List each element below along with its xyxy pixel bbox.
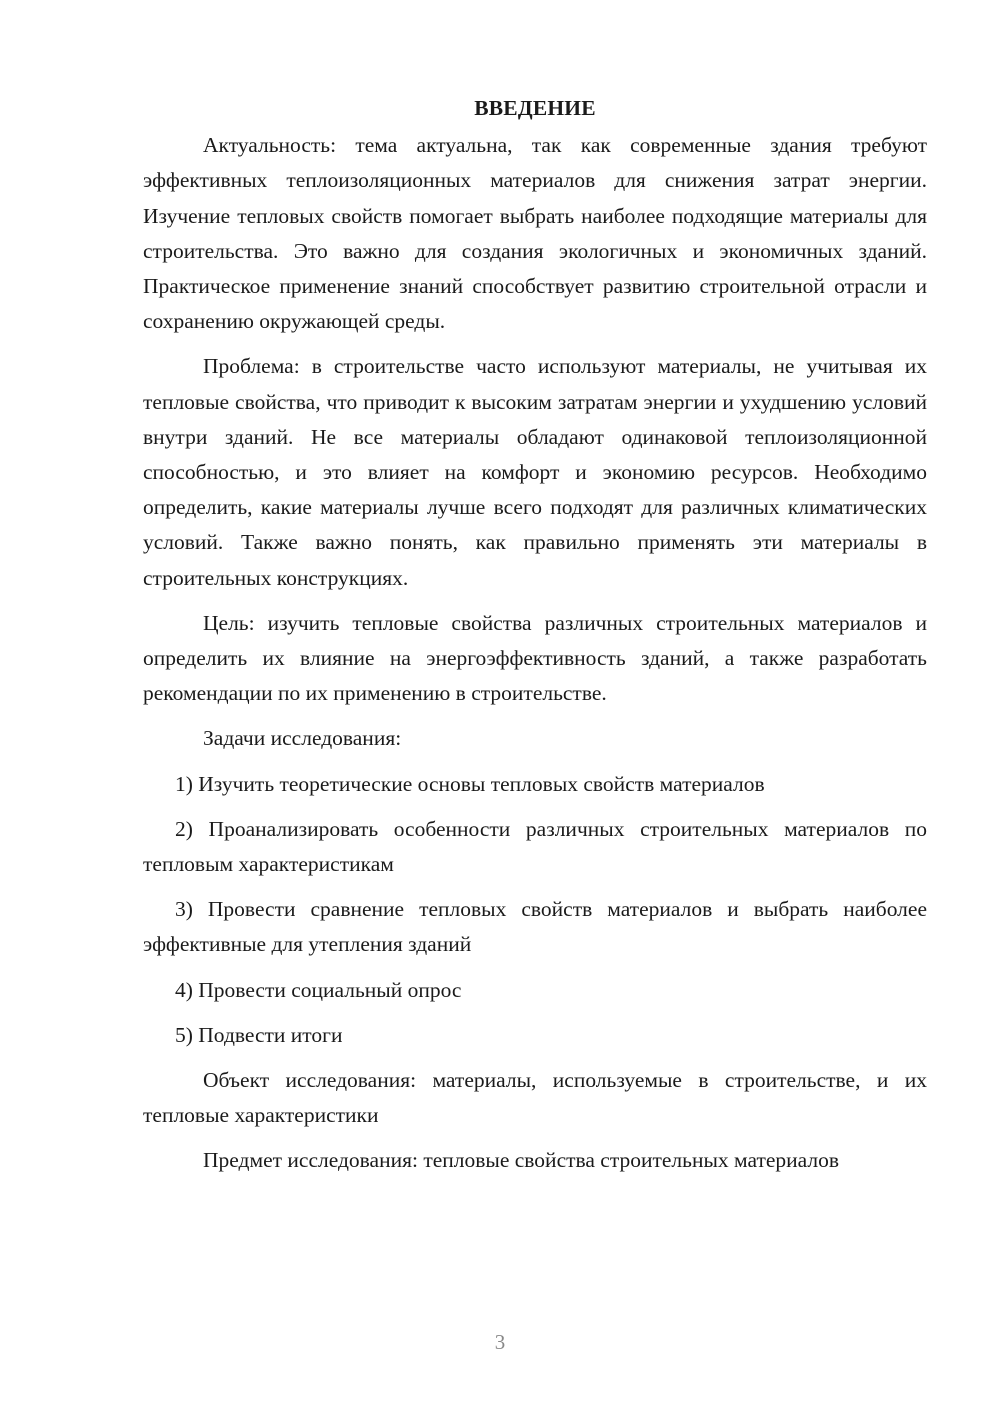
relevance-paragraph: Актуальность: тема актуальна, так как современные здания требуют эффективных теплоизоляционных материалов для снижения затрат энергии. Изучение тепловых свойств помогает выбрать наиболее подходящие материалы для строительства. Это важно для создания экологичных и экономичных зданий. Практическое применение знаний способствует развитию строительной отрасли и сохранению окружающей среды. — [143, 133, 927, 334]
goal-paragraph: Цель: изучить тепловые свойства различных строительных материалов и определить их влияние на энергоэффективность зданий, а также разработать рекомендации по их применению в строительстве. — [143, 610, 927, 706]
task-item: 2) Проанализировать особенности различных строительных материалов по тепловым характеристикам — [143, 816, 927, 877]
task-item: 3) Провести сравнение тепловых свойств материалов и выбрать наиболее эффективные для утепления зданий — [143, 897, 927, 957]
subject-paragraph: Предмет исследования: тепловые свойства строительных материалов — [203, 1148, 840, 1173]
task-item: 5) Подвести итоги — [175, 1022, 343, 1047]
task-item: 4) Провести социальный опрос — [175, 977, 462, 1002]
page-title: ВВЕДЕНИЕ — [474, 96, 596, 120]
object-paragraph: Объект исследования: материалы, используемые в строительстве, и их тепловые характеристики — [143, 1068, 927, 1128]
document-body — [143, 91, 927, 1189]
problem-paragraph: Проблема: в строительстве часто используют материалы, не учитывая их тепловые свойства, что приводит к высоким затратам энергии и ухудшению условий внутри зданий. Не все материалы обладают одинаковой теплоизоляционной способностью, и это влияет на комфорт и экономию ресурсов. Необходимо определить, какие материалы лучше всего подходят для различных климатических условий. Также важно понять, как правильно применять эти материалы в строительных конструкциях. — [143, 354, 927, 590]
page-number: 3 — [494, 1330, 506, 1354]
tasks-heading: Задачи исследования: — [203, 726, 402, 751]
task-item: 1) Изучить теоретические основы тепловых свойств материалов — [175, 771, 765, 796]
